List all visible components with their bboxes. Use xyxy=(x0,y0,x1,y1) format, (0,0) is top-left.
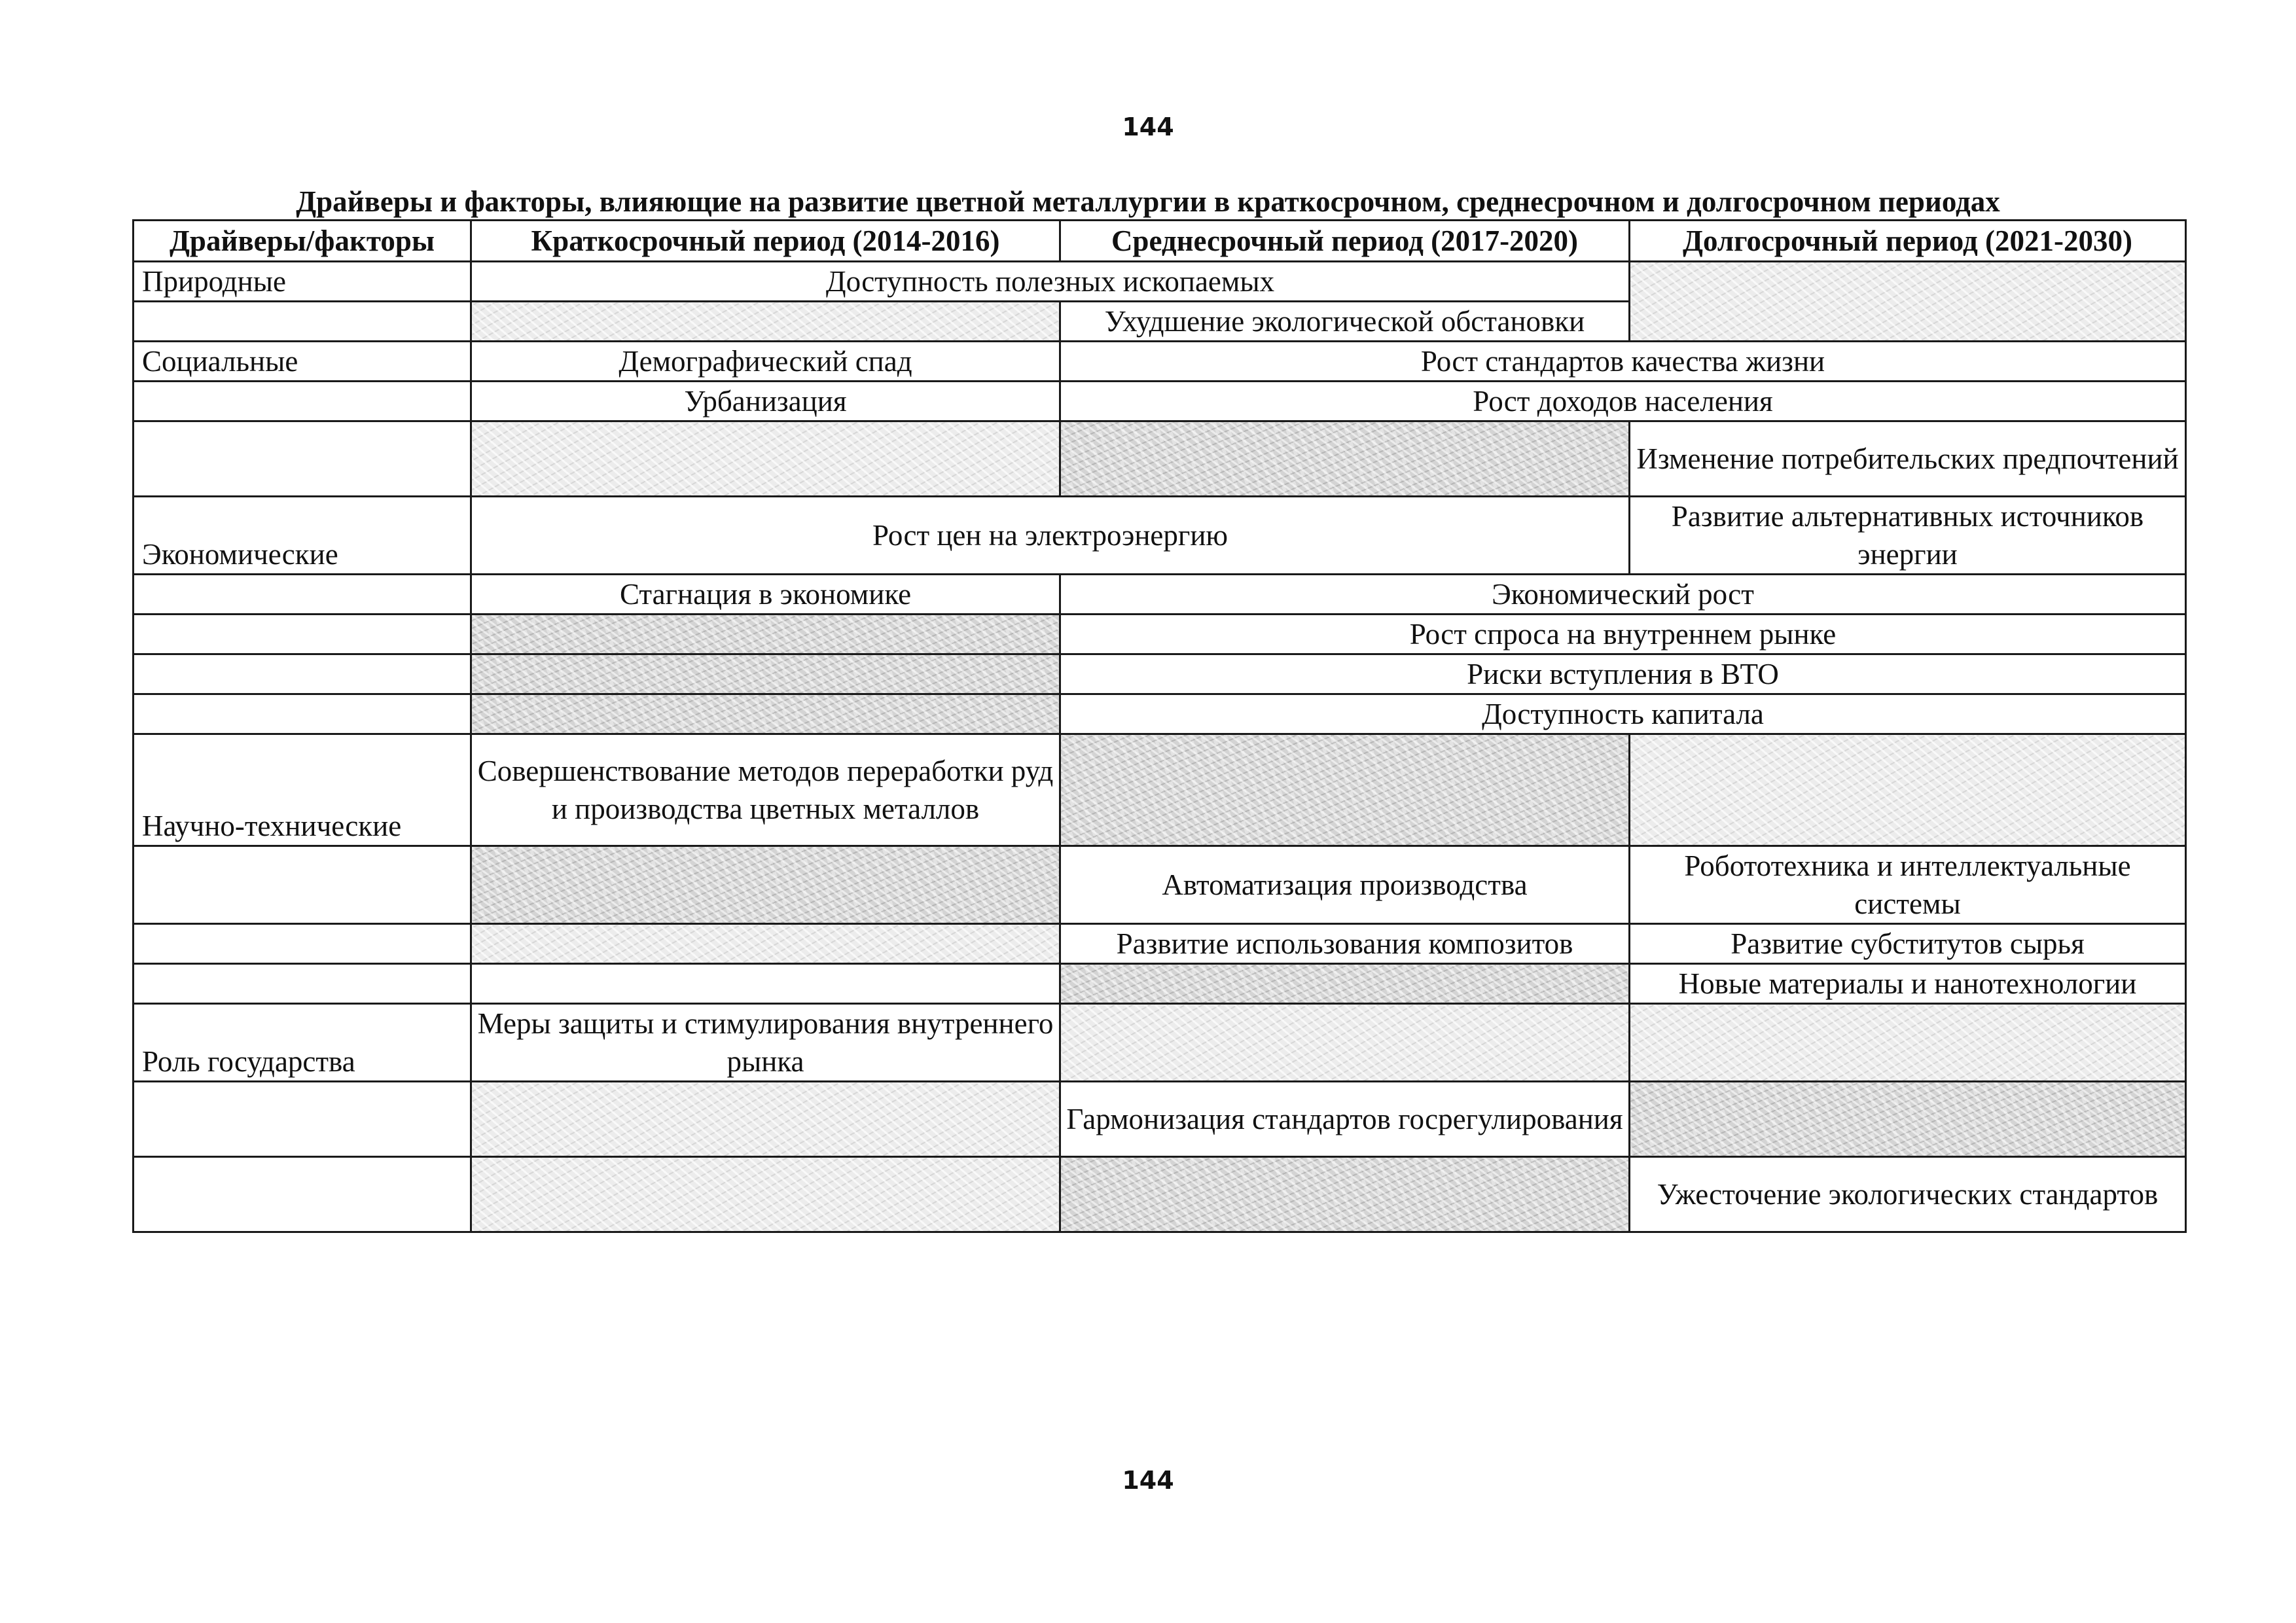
header-mid-term: Среднесрочный период (2017-2020) xyxy=(1060,221,1630,262)
cell-urbanization: Урбанизация xyxy=(471,382,1060,421)
empty-cell xyxy=(471,421,1060,497)
cell-alternative-energy: Развитие альтернативных источников энергии xyxy=(1630,497,2186,575)
cell-mineral-availability: Доступность полезных ископаемых xyxy=(471,262,1630,302)
cell-nanotech: Новые материалы и нанотехнологии xyxy=(1630,964,2186,1004)
cell-eco-standards: Ужесточение экологических стандартов xyxy=(1630,1157,2186,1232)
category-scientific: Научно-технические xyxy=(134,734,471,846)
cell-income-growth: Рост доходов населения xyxy=(1060,382,2186,421)
empty-cell xyxy=(134,694,471,734)
empty-cell xyxy=(1060,734,1630,846)
empty-cell xyxy=(471,654,1060,694)
empty-cell xyxy=(471,964,1060,1004)
cell-capital-availability: Доступность капитала xyxy=(1060,694,2186,734)
cell-living-standards: Рост стандартов качества жизни xyxy=(1060,342,2186,382)
cell-processing-methods: Совершенствование методов переработки руд и производства цветных металлов xyxy=(471,734,1060,846)
empty-cell xyxy=(471,1157,1060,1232)
category-state: Роль государства xyxy=(134,1004,471,1082)
page-number-bottom: 144 xyxy=(1122,1466,1174,1495)
empty-cell xyxy=(1630,734,2186,846)
drivers-table xyxy=(132,219,2187,1233)
empty-cell xyxy=(134,846,471,924)
cell-consumer-preferences: Изменение потребительских предпочтений xyxy=(1630,421,2186,497)
cell-electricity-prices: Рост цен на электроэнергию xyxy=(471,497,1630,575)
cell-standards-harmonization: Гармонизация стандартов госрегулирования xyxy=(1060,1082,1630,1157)
cell-composites: Развитие использования композитов xyxy=(1060,924,1630,964)
empty-cell xyxy=(471,924,1060,964)
empty-cell xyxy=(134,654,471,694)
page-number-top: 144 xyxy=(1122,113,1174,141)
header-long-term: Долгосрочный период (2021-2030) xyxy=(1630,221,2186,262)
table-title: Драйверы и факторы, влияющие на развитие цветной металлургии в краткосрочном, среднесрочном и долгосрочном периодах xyxy=(296,185,2000,218)
empty-cell xyxy=(134,924,471,964)
cell-economic-growth: Экономический рост xyxy=(1060,575,2186,615)
empty-cell xyxy=(1630,1004,2186,1082)
empty-cell xyxy=(134,1157,471,1232)
empty-cell xyxy=(134,964,471,1004)
cell-ecology-worsening: Ухудшение экологической обстановки xyxy=(1060,302,1630,342)
empty-cell xyxy=(471,694,1060,734)
empty-cell xyxy=(471,615,1060,654)
empty-cell xyxy=(1630,262,2186,342)
category-social: Социальные xyxy=(134,342,471,382)
empty-cell xyxy=(134,302,471,342)
category-natural: Природные xyxy=(134,262,471,302)
empty-cell xyxy=(471,1082,1060,1157)
empty-cell xyxy=(1060,964,1630,1004)
cell-wto-risks: Риски вступления в ВТО xyxy=(1060,654,2186,694)
header-short-term: Краткосрочный период (2014-2016) xyxy=(471,221,1060,262)
empty-cell xyxy=(471,846,1060,924)
cell-domestic-demand: Рост спроса на внутреннем рынке xyxy=(1060,615,2186,654)
empty-cell xyxy=(134,421,471,497)
empty-cell xyxy=(1060,1157,1630,1232)
empty-cell xyxy=(1630,1082,2186,1157)
empty-cell xyxy=(134,615,471,654)
cell-automation: Автоматизация производства xyxy=(1060,846,1630,924)
empty-cell xyxy=(1060,1004,1630,1082)
cell-substitutes: Развитие субститутов сырья xyxy=(1630,924,2186,964)
empty-cell xyxy=(471,302,1060,342)
empty-cell xyxy=(134,382,471,421)
header-drivers: Драйверы/факторы xyxy=(134,221,471,262)
cell-robotics: Робототехника и интеллектуальные системы xyxy=(1630,846,2186,924)
empty-cell xyxy=(134,575,471,615)
cell-stagnation: Стагнация в экономике xyxy=(471,575,1060,615)
cell-market-protection: Меры защиты и стимулирования внутреннего рынка xyxy=(471,1004,1060,1082)
cell-demographic-decline: Демографический спад xyxy=(471,342,1060,382)
empty-cell xyxy=(1060,421,1630,497)
category-economic: Экономические xyxy=(134,497,471,575)
empty-cell xyxy=(134,1082,471,1157)
